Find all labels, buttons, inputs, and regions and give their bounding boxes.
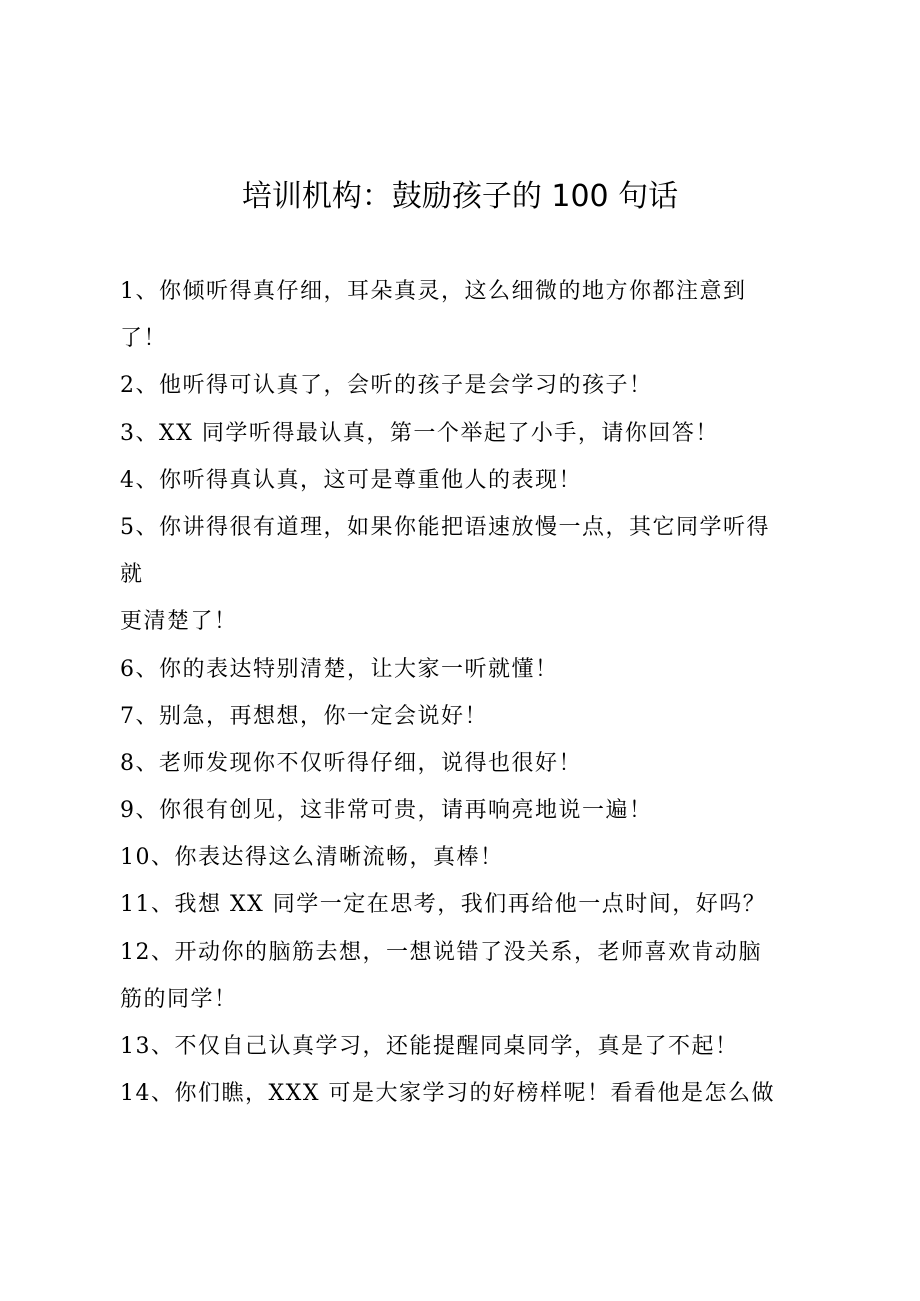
text-line: 筋的同学！ [120,986,238,1012]
text-line: 12、开动你的脑筋去想，一想说错了没关系，老师喜欢肯动脑 [120,939,762,965]
text-line: 更清楚了！ [120,609,238,635]
text-line: 9、你很有创见，这非常可贵，请再响亮地说一遍！ [120,798,653,824]
text-line: 4、你听得真认真，这可是尊重他人的表现！ [120,467,582,493]
text-line: 11、我想 XX 同学一定在思考，我们再给他一点时间，好吗？ [120,892,767,918]
document-title: 培训机构：鼓励孩子的 100 句话 [241,179,679,214]
text-line: 了！ [120,326,168,352]
text-line: 8、老师发现你不仅听得仔细，说得也很好！ [120,750,582,776]
text-line: 3、XX 同学听得最认真，第一个举起了小手，请你回答！ [120,420,719,446]
text-line: 13、不仅自己认真学习，还能提醒同桌同学，真是了不起！ [120,1034,739,1059]
text-line: 2、他听得可认真了，会听的孩子是会学习的孩子！ [120,373,653,399]
text-line: 1、你倾听得真仔细，耳朵真灵，这么细微的地方你都注意到 [120,279,747,304]
text-line: 6、你的表达特别清楚，让大家一听就懂！ [120,656,559,682]
text-line: 14、你们瞧，XXX 可是大家学习的好榜样呢！看看他是怎么做 [120,1081,775,1107]
text-line: 7、别急，再想想，你一定会说好！ [120,703,488,729]
text-line: 就 [120,562,144,588]
document-body [120,268,810,1117]
text-line: 10、你表达得这么清晰流畅，真棒！ [120,845,504,871]
text-line: 5、你讲得很有道理，如果你能把语速放慢一点，其它同学听得 [120,514,770,540]
